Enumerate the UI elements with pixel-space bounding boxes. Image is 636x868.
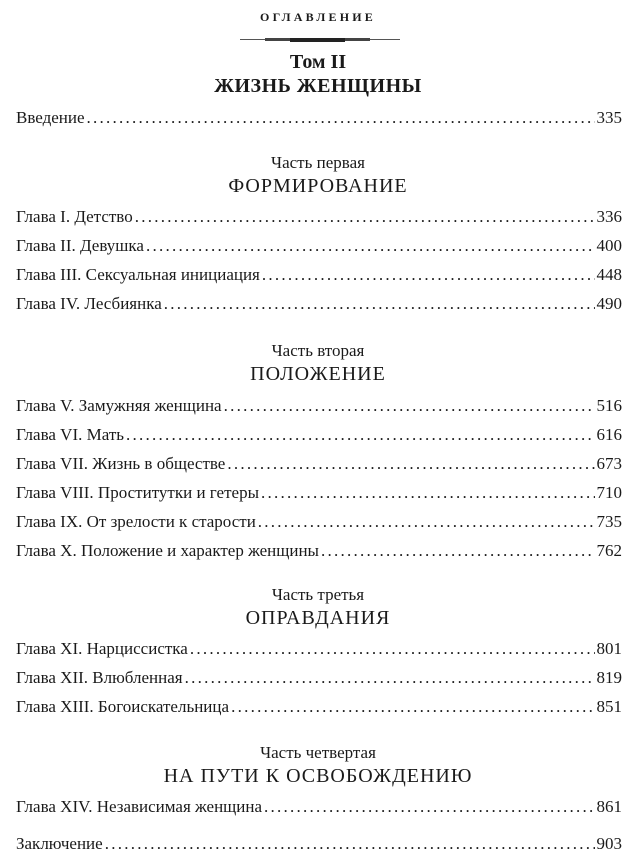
toc-entry[interactable] bbox=[16, 452, 622, 476]
toc-entry[interactable] bbox=[16, 292, 622, 316]
dot-leader bbox=[262, 263, 595, 287]
toc-entry[interactable] bbox=[16, 795, 622, 819]
entry-label: Глава XII. Влюбленная bbox=[16, 668, 183, 687]
entry-page: 673 bbox=[596, 454, 622, 473]
entry-label: Глава III. Сексуальная инициация bbox=[16, 265, 260, 284]
entry-label: Глава VI. Мать bbox=[16, 425, 125, 444]
part-title: НА ПУТИ К ОСВОБОЖДЕНИЮ bbox=[163, 765, 473, 787]
entry-page: 400 bbox=[596, 236, 622, 255]
volume-title: ЖИЗНЬ ЖЕНЩИНЫ bbox=[214, 75, 422, 97]
entry-page: 490 bbox=[596, 294, 622, 313]
entry-page: 710 bbox=[596, 483, 622, 502]
entry-page: 735 bbox=[596, 512, 622, 531]
dot-leader bbox=[146, 234, 595, 258]
toc-entry[interactable] bbox=[16, 234, 622, 258]
toc-entry-conclusion[interactable] bbox=[16, 832, 622, 856]
dot-leader bbox=[164, 292, 595, 316]
part-title: ФОРМИРОВАНИЕ bbox=[228, 175, 408, 197]
entry-label: Глава XIII. Богоискательница bbox=[16, 697, 230, 716]
entry-page: 819 bbox=[596, 668, 622, 687]
entry-page: 762 bbox=[596, 541, 622, 560]
entry-label: Глава I. Детство bbox=[16, 207, 133, 226]
entry-page: 336 bbox=[596, 207, 622, 226]
rule-thick bbox=[290, 38, 345, 42]
entry-label: Введение bbox=[16, 108, 85, 127]
ornamental-rule bbox=[240, 38, 400, 42]
part-label: Часть четвертая bbox=[260, 743, 376, 762]
part-title: ОПРАВДАНИЯ bbox=[245, 607, 391, 629]
entry-label: Глава VII. Жизнь в обществе bbox=[16, 454, 226, 473]
dot-leader bbox=[135, 205, 595, 229]
entry-page: 851 bbox=[596, 697, 622, 716]
dot-leader bbox=[224, 394, 595, 418]
entry-page: 616 bbox=[596, 425, 622, 444]
dot-leader bbox=[105, 832, 595, 856]
dot-leader bbox=[231, 695, 594, 719]
toc-entry[interactable] bbox=[16, 666, 622, 690]
part-label: Часть третья bbox=[271, 585, 365, 604]
dot-leader bbox=[87, 106, 595, 130]
toc-entry[interactable] bbox=[16, 539, 622, 563]
toc-entry[interactable] bbox=[16, 481, 622, 505]
toc-entry[interactable] bbox=[16, 695, 622, 719]
dot-leader bbox=[227, 452, 594, 476]
entry-label: Глава IV. Лесбиянка bbox=[16, 294, 162, 313]
dot-leader bbox=[258, 510, 595, 534]
toc-entry[interactable] bbox=[16, 263, 622, 287]
toc-entry[interactable] bbox=[16, 510, 622, 534]
entry-page: 801 bbox=[596, 639, 622, 658]
entry-label: Глава XI. Нарциссистка bbox=[16, 639, 188, 658]
entry-label: Глава V. Замужняя женщина bbox=[16, 396, 222, 415]
entry-label: Заключение bbox=[16, 834, 103, 853]
entry-label: Глава X. Положение и характер женщины bbox=[16, 541, 319, 560]
part-title: ПОЛОЖЕНИЕ bbox=[250, 363, 386, 385]
entry-label: Глава IX. От зрелости к старости bbox=[16, 512, 256, 531]
entry-label: Глава II. Девушка bbox=[16, 236, 144, 255]
toc-entry[interactable] bbox=[16, 637, 622, 661]
dot-leader bbox=[264, 795, 594, 819]
toc-entry[interactable] bbox=[16, 394, 622, 418]
entry-page: 903 bbox=[596, 834, 622, 853]
running-head: ОГЛАВЛЕНИЕ bbox=[260, 10, 376, 24]
entry-label: Глава XIV. Независимая женщина bbox=[16, 797, 263, 816]
entry-label: Глава VIII. Проститутки и гетеры bbox=[16, 483, 259, 502]
entry-page: 516 bbox=[596, 396, 622, 415]
entry-page: 335 bbox=[596, 108, 622, 127]
part-label: Часть первая bbox=[271, 153, 365, 172]
dot-leader bbox=[126, 423, 594, 447]
toc-entry-introduction[interactable] bbox=[16, 106, 622, 130]
part-label: Часть вторая bbox=[271, 341, 365, 360]
dot-leader bbox=[261, 481, 595, 505]
dot-leader bbox=[185, 666, 595, 690]
toc-entry[interactable] bbox=[16, 205, 622, 229]
dot-leader bbox=[321, 539, 595, 563]
entry-page: 861 bbox=[596, 797, 622, 816]
dot-leader bbox=[190, 637, 595, 661]
toc-entry[interactable] bbox=[16, 423, 622, 447]
volume-number: Том II bbox=[289, 51, 347, 73]
entry-page: 448 bbox=[596, 265, 622, 284]
